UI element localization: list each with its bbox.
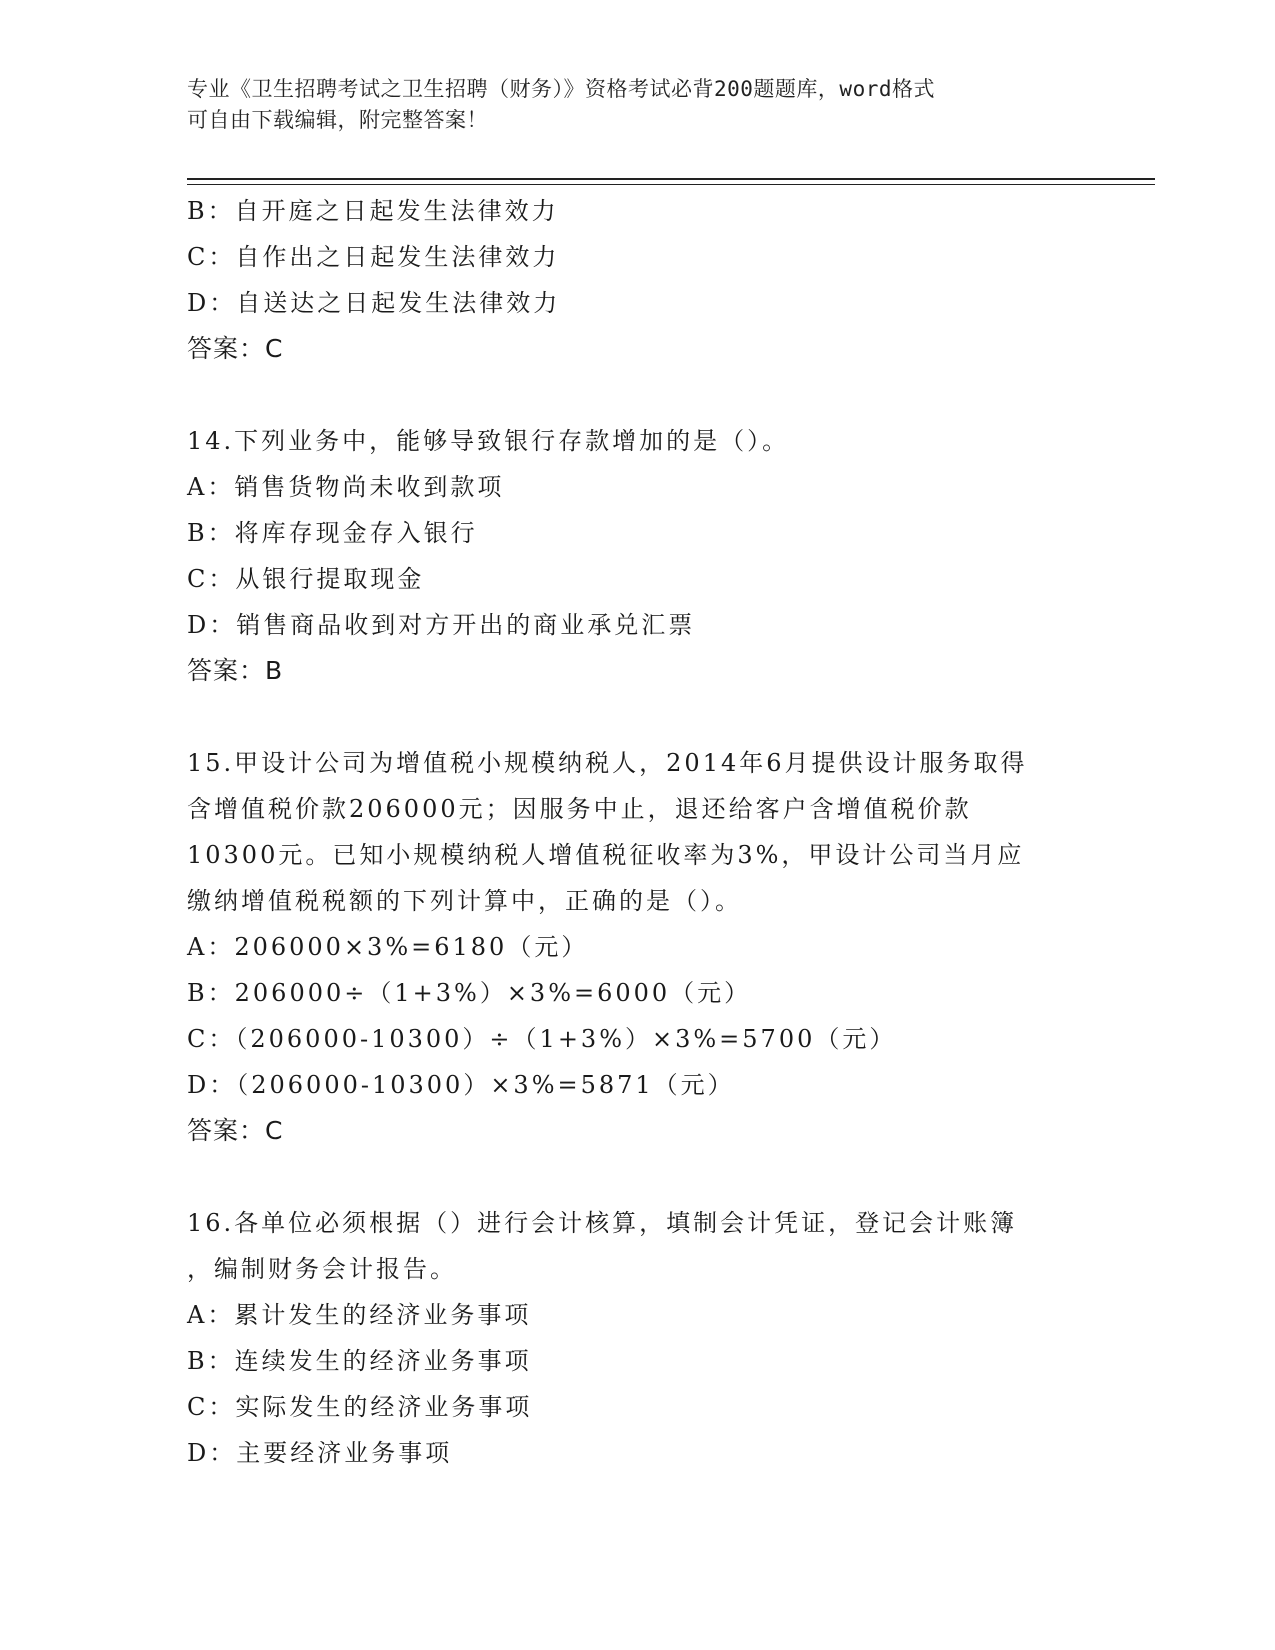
option-a: A：累计发生的经济业务事项 xyxy=(187,1301,532,1329)
option-b: B：将库存现金存入银行 xyxy=(187,519,478,547)
option-c: C：从银行提取现金 xyxy=(187,565,425,593)
option-d: D：销售商品收到对方开出的商业承兑汇票 xyxy=(187,611,696,639)
question-16 xyxy=(187,1200,1087,1476)
question-stem-line-4: 缴纳增值税税额的下列计算中，正确的是（）。 xyxy=(187,887,742,915)
option-b: B：自开庭之日起发生法律效力 xyxy=(187,197,559,225)
option-c: C：实际发生的经济业务事项 xyxy=(187,1393,533,1421)
answer-line: 答案：C xyxy=(187,1116,284,1145)
option-d: D：自送达之日起发生法律效力 xyxy=(187,289,561,317)
answer-line: 答案：B xyxy=(187,656,284,685)
option-c: C：（206000-10300）÷（1+3%）×3%=5700（元） xyxy=(187,1025,897,1053)
question-stem-line-3: 10300元。已知小规模纳税人增值税征收率为3%，甲设计公司当月应 xyxy=(187,841,1025,869)
question-stem-line-1: 16.各单位必须根据（）进行会计核算，填制会计凭证，登记会计账簿 xyxy=(187,1209,1018,1237)
option-d: D：主要经济业务事项 xyxy=(187,1439,453,1467)
option-d: D：（206000-10300）×3%=5871（元） xyxy=(187,1071,735,1099)
option-b: B：206000÷（1+3%）×3%=6000（元） xyxy=(187,979,752,1007)
question-13-continued xyxy=(187,188,1087,372)
option-a: A：206000×3%=6180（元） xyxy=(187,933,589,961)
header-divider-thin xyxy=(187,184,1155,185)
question-stem-line-2: ，编制财务会计报告。 xyxy=(187,1255,457,1283)
option-c: C：自作出之日起发生法律效力 xyxy=(187,243,560,271)
document-body xyxy=(187,188,1087,1476)
question-stem-line-2: 含增值税价款206000元；因服务中止，退还给客户含增值税价款 xyxy=(187,795,972,823)
question-stem: 14.下列业务中，能够导致银行存款增加的是（）。 xyxy=(187,427,790,455)
option-a: A：销售货物尚未收到款项 xyxy=(187,473,505,501)
header-divider-thick xyxy=(187,178,1155,180)
header-title-line-2: 可自由下载编辑，附完整答案！ xyxy=(187,108,488,132)
question-stem-line-1: 15.甲设计公司为增值税小规模纳税人，2014年6月提供设计服务取得 xyxy=(187,749,1028,777)
question-14 xyxy=(187,418,1087,694)
question-15 xyxy=(187,740,1087,1154)
answer-line: 答案：C xyxy=(187,334,284,363)
document-header xyxy=(187,74,1087,136)
header-title-line-1: 专业《卫生招聘考试之卫生招聘（财务）》资格考试必背200题题库，word格式 xyxy=(187,77,935,101)
option-b: B：连续发生的经济业务事项 xyxy=(187,1347,532,1375)
